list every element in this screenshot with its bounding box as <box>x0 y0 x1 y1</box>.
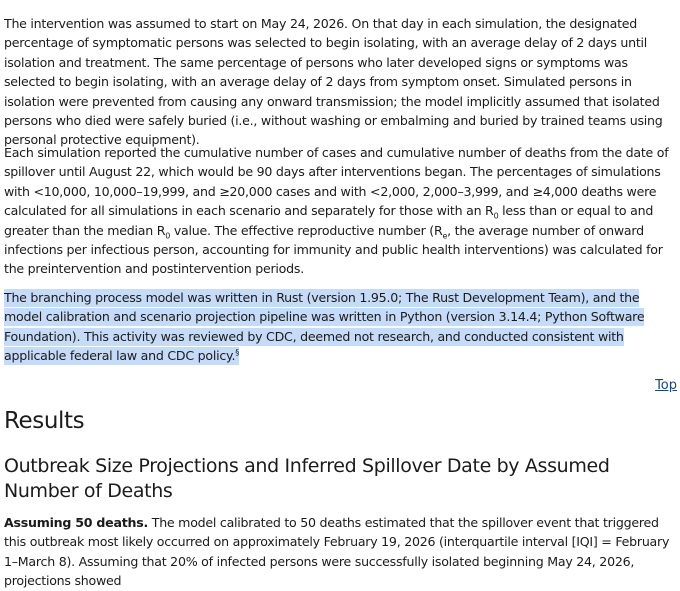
results-paragraph-50-deaths <box>0 513 680 591</box>
paragraph-text: , the average number of onward infections per infectious person, accounting for immunity and public health interventions) was calculated for the preintervention and postintervention periods. <box>4 222 663 277</box>
paragraph-text: The intervention was assumed to start on May 24, 2026. On that day in each simulation, the designated percentage of symptomatic persons was selected to begin isolating, with an average delay of 2 days until isolation and treatment. The same percentage of persons who later developed signs or symptoms was selected to begin isolating, with an average delay of 2 days from symptom onset. Simulated persons in isolation were prevented from causing any onward transmission; the model implicitly assumed that isolated persons who died were safely buried (i.e., without washing or embalming and buried by trained teams using personal protective equipment). <box>4 16 663 148</box>
results-subheading: Outbreak Size Projections and Inferred Spillover Date by Assumed Number of Deaths <box>4 455 610 502</box>
back-to-top-link[interactable]: Top <box>655 378 677 393</box>
methods-paragraph-software[interactable] <box>0 288 680 366</box>
paragraph-text: The model calibrated to 50 deaths estimated that the spillover event that triggered this outbreak most likely occurred on approximately February 19, 2026 (interquartile interval [IQI] = February 1–March 8). Assuming that 20% of infected persons were successfully isolated beginning May 24, 2026, projections showed <box>4 515 670 589</box>
paragraph-text: value. The effective reproductive number (R <box>170 222 443 238</box>
r0-subscript: 0 <box>165 231 171 241</box>
re-subscript: e <box>442 231 448 241</box>
paragraph-text[interactable]: The branching process model was written in Rust (version 1.95.0; The Rust Development Team), and the model calibration and scenario projection pipeline was written in Python (version 3.14.4; Python Software Foundation). This activity was reviewed by CDC, deemed not research, and conducted consistent with applicable federal law and CDC policy. <box>4 290 645 364</box>
results-heading: Results <box>4 408 85 434</box>
r0-subscript: 0 <box>493 211 499 221</box>
selected-text[interactable] <box>4 289 644 365</box>
methods-paragraph-intervention <box>0 14 680 150</box>
methods-paragraph-simulation-output <box>0 143 680 279</box>
paragraph-text: Each simulation reported the cumulative number of cases and cumulative number of deaths from the date of spillover until August 22, which would be 90 days after interventions began. The percentages of simulations with <10,000, 10,000–19,999, and ≥20,000 cases and with <2,000, 2,000–3,999, and ≥4,000 deaths were calculated for all simulations in each scenario and separately for those with an R <box>4 145 669 219</box>
paragraph-text: less than or equal to and greater than the median R <box>4 203 654 238</box>
paragraph-lead: Assuming 50 deaths. <box>4 515 148 530</box>
footnote-marker-link[interactable]: § <box>235 348 239 358</box>
